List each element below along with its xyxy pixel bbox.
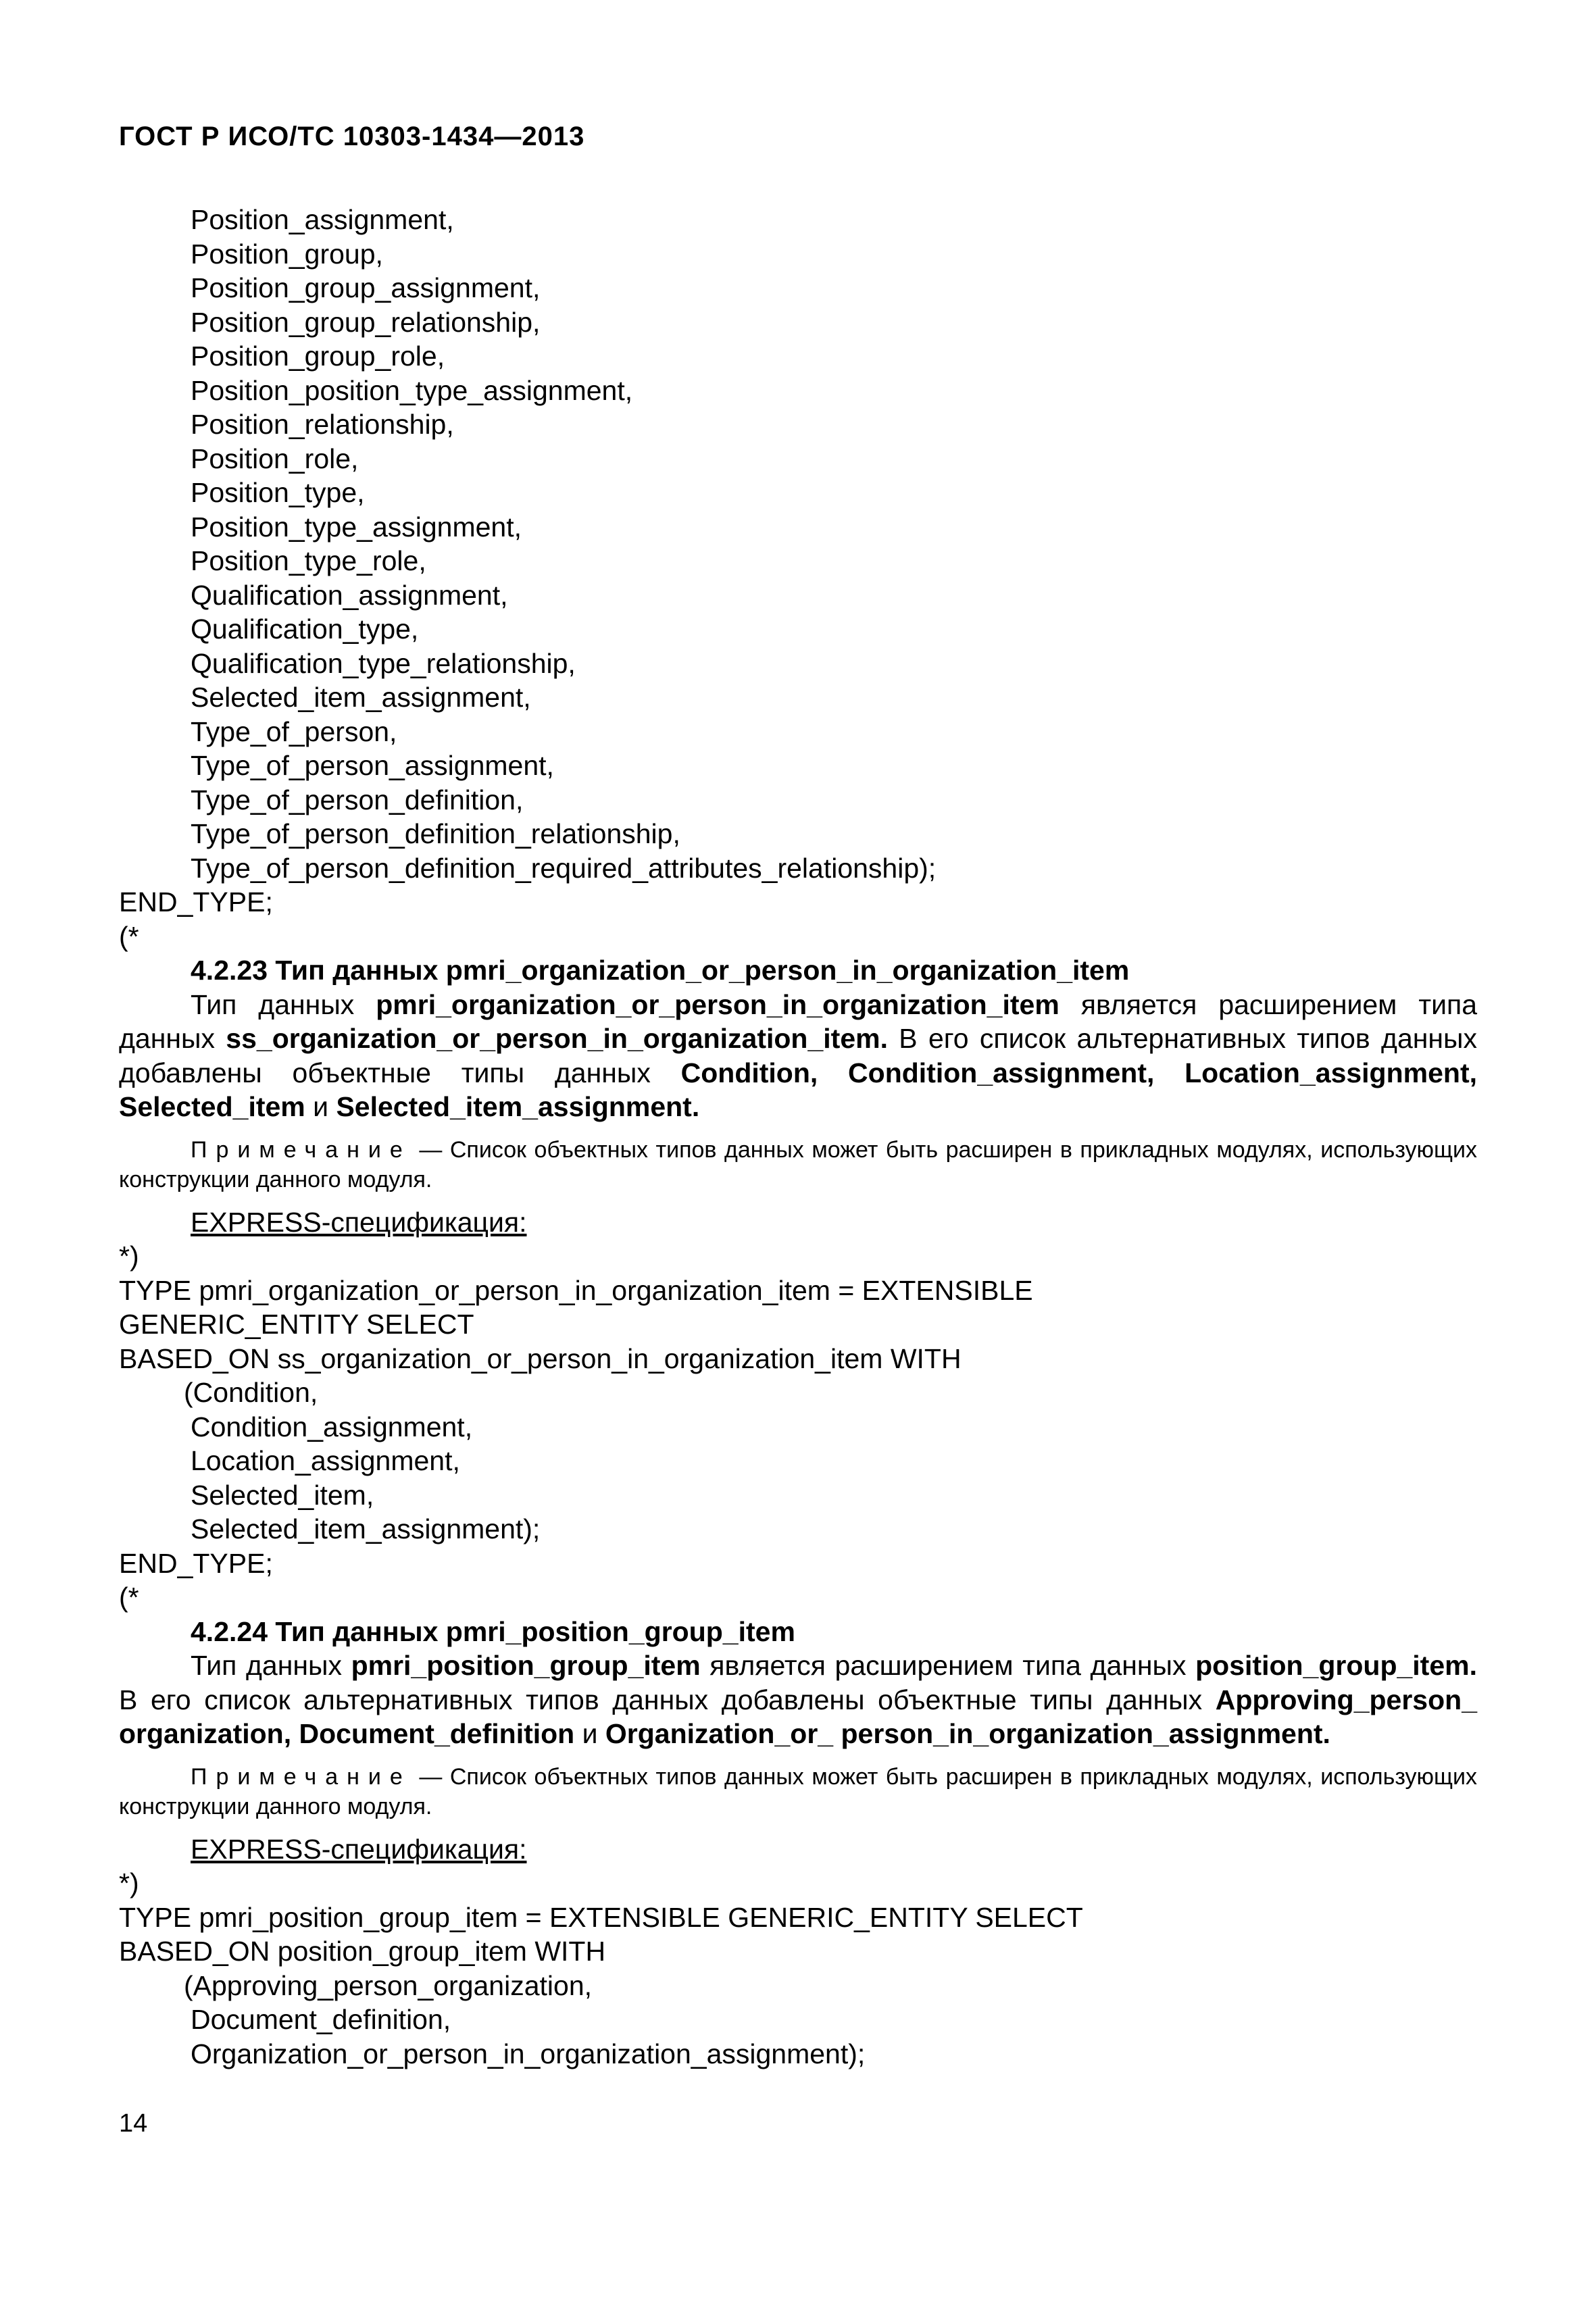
list-item: Position_relationship, (191, 409, 454, 440)
code-line: Location_assignment, (191, 1445, 460, 1476)
text-run: В его список альтернативных типов данных добавлены объектные типы данных (119, 1684, 1216, 1715)
code-line: BASED_ON position_group_item WITH (119, 1936, 606, 1967)
code-line: Organization_or_person_in_organization_assignment); (191, 2038, 866, 2069)
end-type: END_TYPE; (119, 1547, 273, 1579)
code-line: TYPE pmri_organization_or_person_in_organization_item = EXTENSIBLE (119, 1274, 1033, 1306)
code-line: Selected_item_assignment); (191, 1513, 541, 1544)
code-line: (Condition, (184, 1377, 318, 1408)
code-line: GENERIC_ENTITY SELECT (119, 1309, 474, 1340)
text-run: Тип данных (191, 988, 376, 1020)
express-label: EXPRESS-спецификация: (191, 1833, 527, 1865)
type-name: pmri_position_group_item (351, 1650, 701, 1681)
note-text: — Список объектных типов данных может быть расширен в прикладных модулях, использующих конструкции данного модуля. (119, 1136, 1477, 1192)
type-name: pmri_organization_or_person_in_organization_item (376, 988, 1059, 1020)
page-number: 14 (119, 2109, 148, 2138)
comment-close: *) (119, 1240, 139, 1272)
note (119, 1762, 1477, 1821)
comment-close: *) (119, 1867, 139, 1898)
code-line: Condition_assignment, (191, 1411, 473, 1442)
list-item: Position_group_relationship, (191, 306, 541, 338)
list-item: Qualification_type_relationship, (191, 647, 576, 679)
list-item: Type_of_person_definition_required_attributes_relationship); (191, 852, 937, 884)
list-item: Type_of_person, (191, 715, 397, 747)
end-type: END_TYPE; (119, 886, 273, 917)
entity-list (119, 203, 1477, 885)
list-item: Selected_item_assignment, (191, 682, 531, 713)
comment-open: (* (119, 920, 139, 952)
list-item: Position_role, (191, 443, 359, 474)
type-name: Condition, Condition_assignment, Location_assignment, Selected_item (119, 1057, 1477, 1122)
list-item: Position_type_assignment, (191, 511, 522, 543)
type-name: ss_organization_or_person_in_organization_item. (226, 1023, 888, 1054)
list-item: Type_of_person_assignment, (191, 750, 554, 781)
list-item: Position_group_role, (191, 341, 445, 372)
text-run: В его список альтернативных типов данных добавлены объектные типы данных (119, 1023, 1477, 1088)
list-item: Position_type, (191, 477, 365, 508)
list-item: Position_group, (191, 238, 383, 270)
list-item: Position_group_assignment, (191, 272, 541, 303)
list-item: Position_type_role, (191, 545, 426, 576)
section-heading: 4.2.23 Тип данных pmri_organization_or_person_in_organization_item (191, 955, 1130, 986)
section-paragraph (119, 1649, 1477, 1751)
code-line: TYPE pmri_position_group_item = EXTENSIBLE GENERIC_ENTITY SELECT (119, 1901, 1083, 1933)
list-item: Position_position_type_assignment, (191, 374, 633, 406)
list-item: Type_of_person_definition_relationship, (191, 818, 680, 849)
text-run: и (574, 1718, 605, 1749)
list-item: Qualification_assignment, (191, 579, 508, 611)
type-name: Organization_or_ person_in_organization_assignment. (605, 1718, 1330, 1749)
type-name: Approving_person_ organization, Document_definition (119, 1684, 1477, 1749)
comment-open: (* (119, 1582, 139, 1613)
list-item: Type_of_person_definition, (191, 784, 524, 815)
text-run: Тип данных (191, 1650, 351, 1681)
text-run: и (305, 1091, 336, 1122)
note-label: Примечание (191, 1136, 412, 1163)
list-item: Position_assignment, (191, 204, 454, 235)
note-label: Примечание (191, 1763, 412, 1790)
text-run: является расширением типа данных (119, 988, 1478, 1054)
section-paragraph (119, 988, 1477, 1124)
note (119, 1135, 1477, 1194)
code-line: Document_definition, (191, 2004, 451, 2035)
type-name: Selected_item_assignment. (336, 1091, 700, 1122)
code-line: BASED_ON ss_organization_or_person_in_organization_item WITH (119, 1342, 962, 1374)
code-line: Selected_item, (191, 1479, 374, 1511)
type-name: position_group_item. (1195, 1650, 1477, 1681)
express-label: EXPRESS-спецификация: (191, 1206, 527, 1238)
page-content (119, 203, 1477, 2071)
section-heading: 4.2.24 Тип данных pmri_position_group_item (191, 1615, 795, 1647)
code-line: (Approving_person_organization, (184, 1969, 593, 2001)
list-item: Qualification_type, (191, 613, 419, 645)
text-run: является расширением типа данных (700, 1650, 1196, 1681)
document-header: ГОСТ Р ИСО/ТС 10303-1434—2013 (119, 122, 585, 151)
note-text: — Список объектных типов данных может быть расширен в прикладных модулях, использующих конструкции данного модуля. (119, 1763, 1477, 1819)
